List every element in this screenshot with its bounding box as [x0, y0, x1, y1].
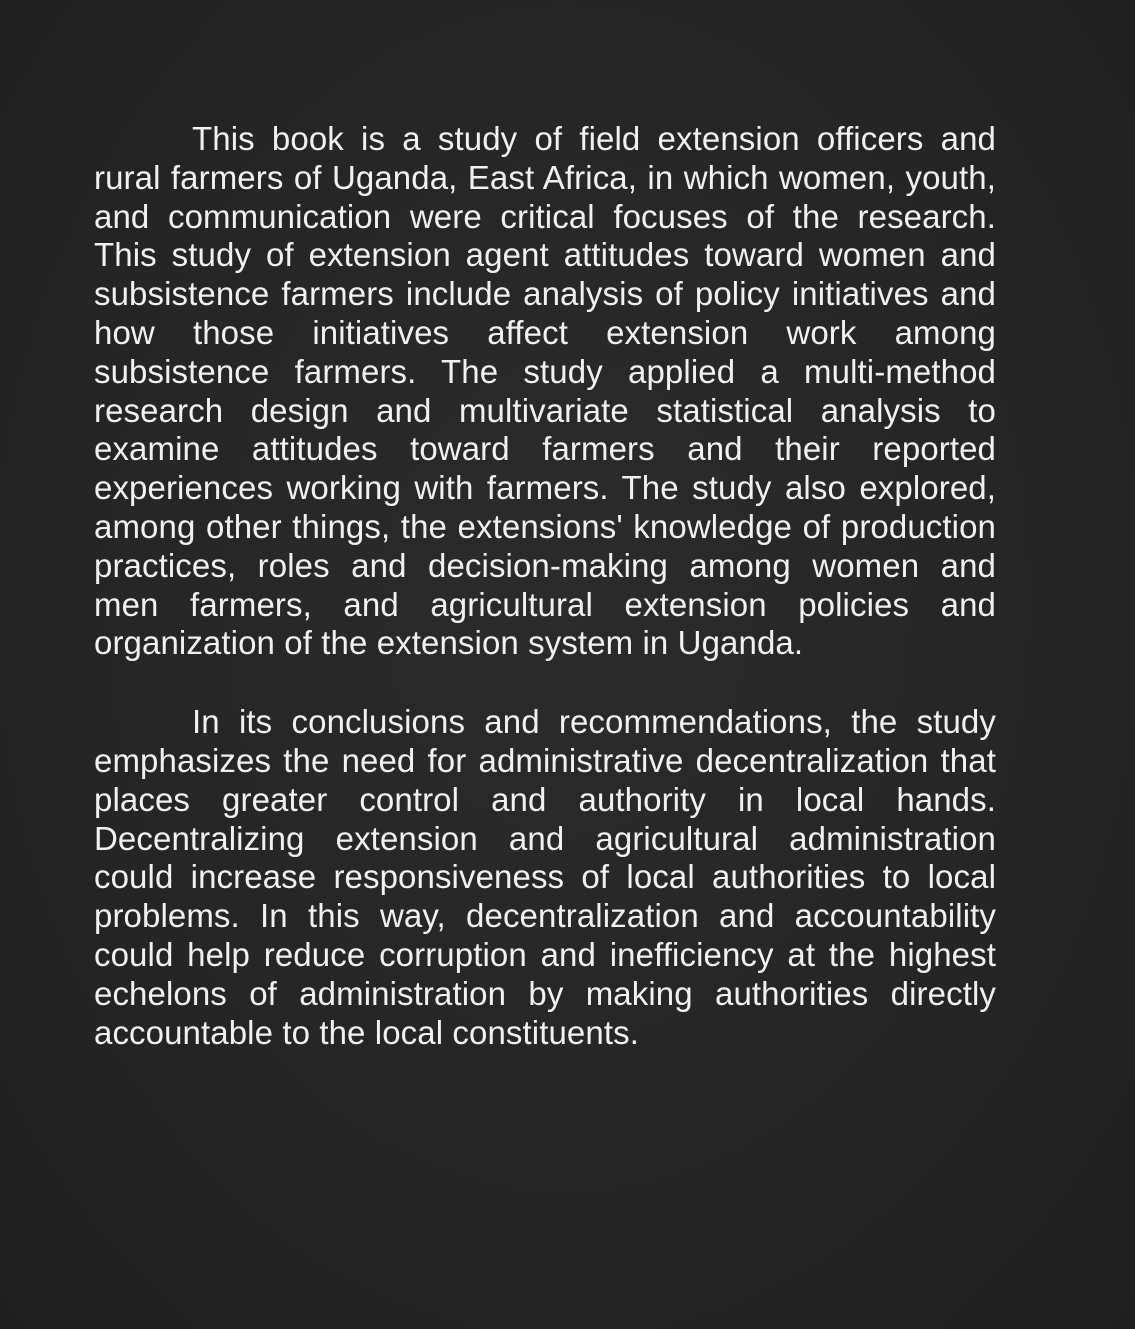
- cover-blurb: [94, 120, 996, 1052]
- blurb-paragraph-1: This book is a study of field extension officers and rural farmers of Uganda, East Africa, in which women, youth, and communication were critical focuses of the research. This study of extension agent attitudes toward women and subsistence farmers include analysis of policy initiatives and how those initiatives affect extension work among subsistence farmers. The study applied a multi-method research design and multivariate statistical analysis to examine attitudes toward farmers and their reported experiences working with farmers. The study also explored, among other things, the extensions' knowledge of production practices, roles and decision-making among women and men farmers, and agricultural extension policies and organization of the extension system in Uganda.: [94, 120, 996, 662]
- blurb-paragraph-2: In its conclusions and recommendations, the study emphasizes the need for administrative decentralization that places greater control and authority in local hands. Decentralizing extension and agricultural administration could increase responsiveness of local authorities to local problems. In this way, decentralization and accountability could help reduce corruption and inefficiency at the highest echelons of administration by making authorities directly accountable to the local constituents.: [94, 703, 996, 1051]
